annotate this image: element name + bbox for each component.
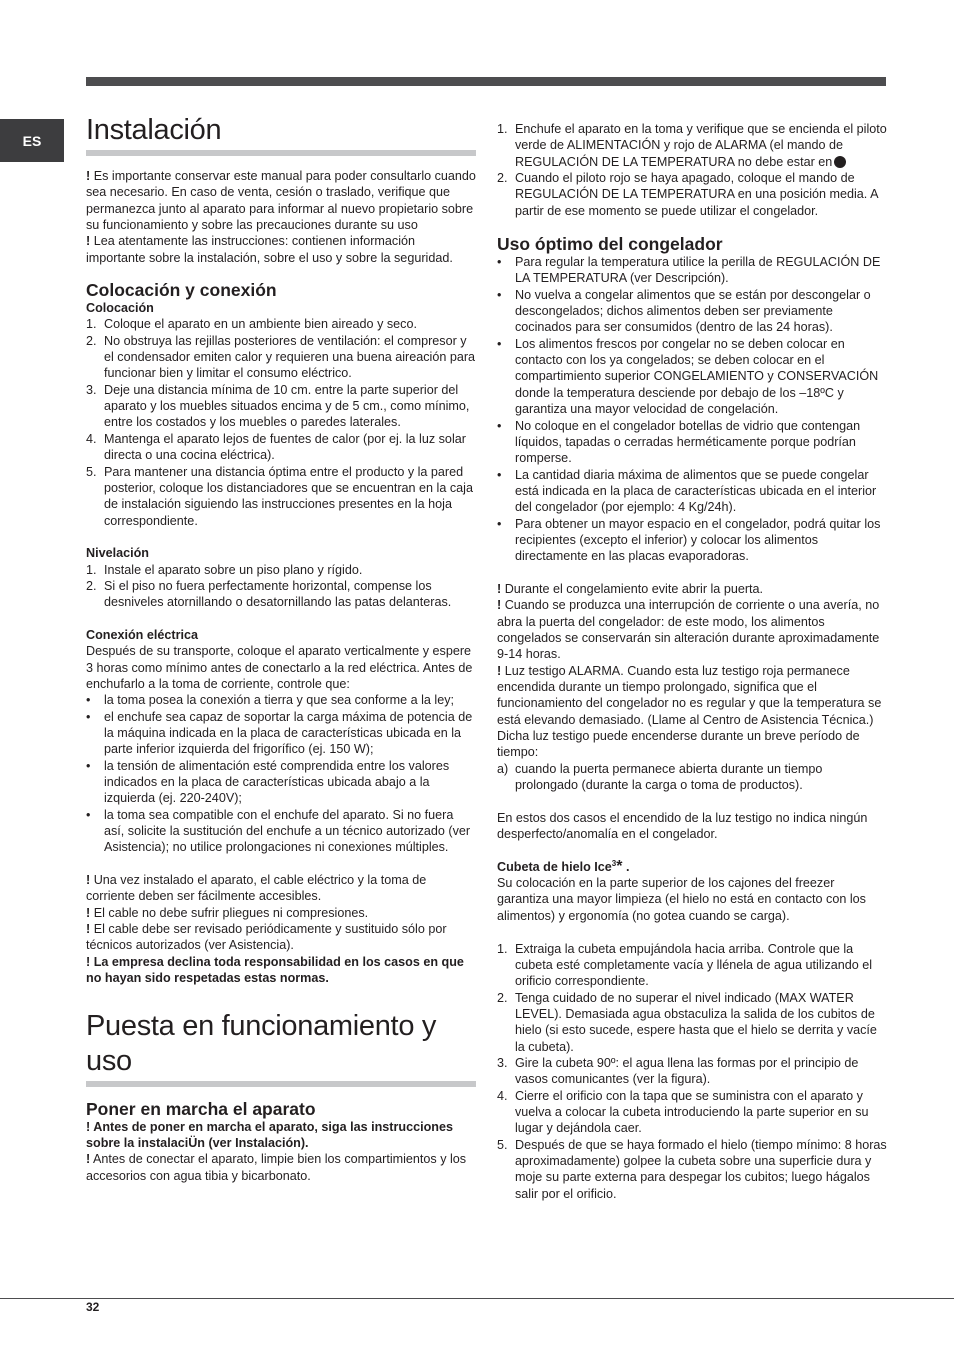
start-steps — [497, 121, 887, 219]
list-item: 5. Después de que se haya formado el hielo (tiempo mínimo: 8 horas aproximadamente) golpee la cubeta sobre una superficie dura y moje su parte externa para despegar los cubitos; luego hágalos salir por el orificio. — [497, 1137, 887, 1201]
heading-uso-optimo: Uso óptimo del congelador — [497, 234, 723, 255]
top-rule — [86, 77, 886, 86]
list-item: 3. Gire la cubeta 90º: el agua llena las formas por el principio de vasos comunicantes (ver la figura). — [497, 1055, 859, 1087]
nivelacion-list — [86, 562, 476, 611]
list-item: • el enchufe sea capaz de soportar la carga máxima de potencia de la máquina indicada en la placa de características ubicada en la parte inferior izquierda del frigorífico (ej. 150 W); — [86, 709, 473, 757]
subheading-conexion-electrica: Conexión eléctrica — [86, 627, 198, 642]
subheading-colocacion: Colocación — [86, 301, 154, 316]
list-item: 1. Instale el aparato sobre un piso plano y rígido. — [86, 562, 363, 577]
list-item: a) cuando la puerta permanece abierta durante un tiempo prolongado (durante la carga o toma de productos). — [497, 761, 823, 793]
language-tab: ES — [0, 119, 64, 162]
list-item: 2. Tenga cuidado de no superar el nivel indicado (MAX WATER LEVEL). Demasiada agua obstaculiza la salida de los cubitos de hielo (si esto sucede, espere hasta que el hielo se derrita y vacíe la cubeta). — [497, 990, 877, 1054]
list-item: 2. Cuando el piloto rojo se haya apagado, coloque el mando de REGULACIÓN DE LA TEMPERATURA en una posición media. A partir de ese momento se puede utilizar el congelador. — [497, 171, 878, 218]
heading-poner-en-marcha: Poner en marcha el aparato — [86, 1098, 316, 1119]
uso-bullets — [497, 254, 887, 565]
list-item: • Para regular la temperatura utilice la perilla de REGULACIÓN DE LA TEMPERATURA (ver Descripción). — [497, 255, 881, 286]
list-item: 2. No obstruya las rejillas posteriores de ventilación: el compresor y el condensador emiten calor y requieren una buena aireación para funcionar bien y limitar el consumo eléctrico. — [86, 333, 476, 381]
list-item: 1. Coloque el aparato en un ambiente bien aireado y seco. — [86, 317, 417, 332]
heading-puesta-en-funcionamiento: Puesta en funcionamiento y uso — [86, 1009, 476, 1087]
list-item: • la toma posea la conexión a tierra y que sea conforme a la ley; — [86, 693, 455, 708]
conexion-bullets — [86, 692, 476, 855]
warning-bold: ! La empresa declina toda responsabilidad en los casos en que no hayan sido respetadas estas normas. — [86, 954, 464, 986]
list-item: 5. Para mantener una distancia óptima entre el producto y la pared posterior, coloque los distanciadores que se encuentran en la caja de instalación siguiendo las instrucciones presentes en la hoja correspondiente. — [86, 464, 473, 528]
luz-list — [497, 761, 887, 794]
intro-note: ! Lea atentamente las instrucciones: contienen información importante sobre la instalación, sobre el uso y sobre la seguridad. — [86, 234, 453, 265]
marcha-bold-note: ! Antes de poner en marcha el aparato, siga las instrucciones sobre la instalaciÜn (ver Instalación). — [86, 1119, 453, 1150]
luz-conclusion: En estos dos casos el encendido de la luz testigo no indica ningún desperfecto/anomalía en el congelador. — [497, 810, 868, 842]
list-item: • No vuelva a congelar alimentos que se están por descongelar o descongelados; dichos alimentos deben ser previamente cocinados para ser consumidos (dentro de las 24 horas). — [497, 287, 871, 335]
list-item: 2. Si el piso no fuera perfectamente horizontal, compense los desniveles atornillando o desatornillando las patas delanteras. — [86, 578, 452, 610]
freezer-note: ! Cuando se produzca una interrupción de corriente o una avería, no abra la puerta del congelador: de este modo, los alimentos congelados se conservarán sin alteración durante aproximadamente 9-14 horas. — [497, 598, 880, 662]
heading-colocacion-conexion: Colocación y conexión — [86, 280, 277, 301]
list-item: 3. Deje una distancia mínima de 10 cm. entre la parte superior del aparato y los muebles situados encima y de 5 cm., como mínimo, entre los costados y los muebles o paredes laterales. — [86, 382, 470, 430]
subheading-nivelacion: Nivelación — [86, 546, 149, 561]
list-item: • la tensión de alimentación esté comprendida entre los valores indicados en la placa de características ubicada abajo a la izquierda (ej. 220-240V); — [86, 758, 450, 806]
list-item: 1. Enchufe el aparato en la toma y verifique que se encienda el piloto verde de ALIMENTACIÓN y rojo de ALARMA (el mando de REGULACIÓN DE LA TEMPERATURA no debe estar en — [497, 122, 887, 169]
right-column — [497, 121, 887, 1202]
page-number: 32 — [86, 1300, 100, 1314]
warning-note: ! Una vez instalado el aparato, el cable eléctrico y la toma de corriente deben ser fácilmente accesibles. — [86, 873, 427, 904]
bottom-rule — [0, 1298, 954, 1299]
left-column — [86, 113, 476, 1184]
list-item: 4. Cierre el orificio con la tapa que se suministra con el aparato y vuelva a colocar la cubeta introduciendo la parte superior en su lugar y dejándola caer. — [497, 1088, 869, 1136]
list-item: • la toma sea compatible con el enchufe del aparato. Si no fuera así, solicite la sustitución del enchufe a un técnico autorizado (ver Asistencia); no utilice prolongaciones ni conexiones múltiples. — [86, 807, 471, 855]
list-item: 1. Extraiga la cubeta empujándola hacia arriba. Controle que la cubeta esté completamente vacía y llénela de agua utilizando el orificio correspondiente. — [497, 941, 873, 989]
list-item: • La cantidad diaria máxima de alimentos que se puede congelar está indicada en la placa de características ubicada en el interior del congelador (por ejemplo: 4 Kg/24h). — [497, 467, 877, 515]
freezer-note: ! Durante el congelamiento evite abrir la puerta. — [497, 581, 764, 596]
freezer-note: ! Luz testigo ALARMA. Cuando esta luz testigo roja permanece encendida durante un tiempo prolongado, significa que el funcionamiento del congelador no es regular y que la temperatura se está elevando demasiado. (Llame al Centro de Asistencia Técnica.) — [497, 663, 882, 727]
filled-circle-icon — [834, 156, 846, 168]
list-item: • Los alimentos frescos por congelar no se deben colocar en contacto con los ya congelados; se deben colocar en el compartimiento superior CONGELAMIENTO y CONSERVACIÓN donde la temperatura desciende por debajo de los –18ºC y garantiza una mayor velocidad de congelación. — [497, 336, 879, 417]
cubeta-steps — [497, 941, 887, 1203]
list-item: • Para obtener un mayor espacio en el congelador, podrá quitar los recipientes (excepto el inferior) y colocar los alimentos directamente en las placas evaporadoras. — [497, 516, 881, 564]
subheading-cubeta: Cubeta de hielo Ice$^3$* . — [497, 857, 630, 875]
heading-instalacion: Instalación — [86, 113, 476, 156]
intro-note: ! Es importante conservar este manual para poder consultarlo cuando sea necesario. En caso de venta, cesión o traslado, verifique que permanezca junto al aparato para informar al nuevo propietario sobre su funcionamiento y sobre las precauciones durante su uso — [86, 169, 476, 233]
luz-text: Dicha luz testigo puede encenderse durante un breve período de tiempo: — [497, 729, 860, 760]
cubeta-intro: Su colocación en la parte superior de los cajones del freezer garantiza una mayor limpieza (el hielo no está en contacto con los alimentos) y ergonomía (no gotea cuando se carga). — [497, 876, 866, 923]
list-item: • No coloque en el congelador botellas de vidrio que contengan líquidos, tapadas o cerradas herméticamente porque podrían romperse. — [497, 418, 861, 466]
conexion-intro: Después de su transporte, coloque el aparato verticalmente y espere 3 horas como mínimo antes de conectarlo a la red eléctrica. Antes de enchufarlo a la toma de corriente, controle que: — [86, 644, 473, 691]
colocacion-list — [86, 316, 476, 528]
warning-note: ! El cable debe ser revisado periódicamente y sustituido sólo por técnicos autorizados (ver Asistencia). — [86, 922, 447, 953]
list-item: 4. Mantenga el aparato lejos de fuentes de calor (por ej. la luz solar directa o una cocina eléctrica). — [86, 431, 466, 463]
marcha-note: ! Antes de conectar el aparato, limpie bien los compartimientos y los accesorios con agua tibia y bicarbonato. — [86, 1152, 467, 1183]
warning-note: ! El cable no debe sufrir pliegues ni compresiones. — [86, 905, 369, 920]
